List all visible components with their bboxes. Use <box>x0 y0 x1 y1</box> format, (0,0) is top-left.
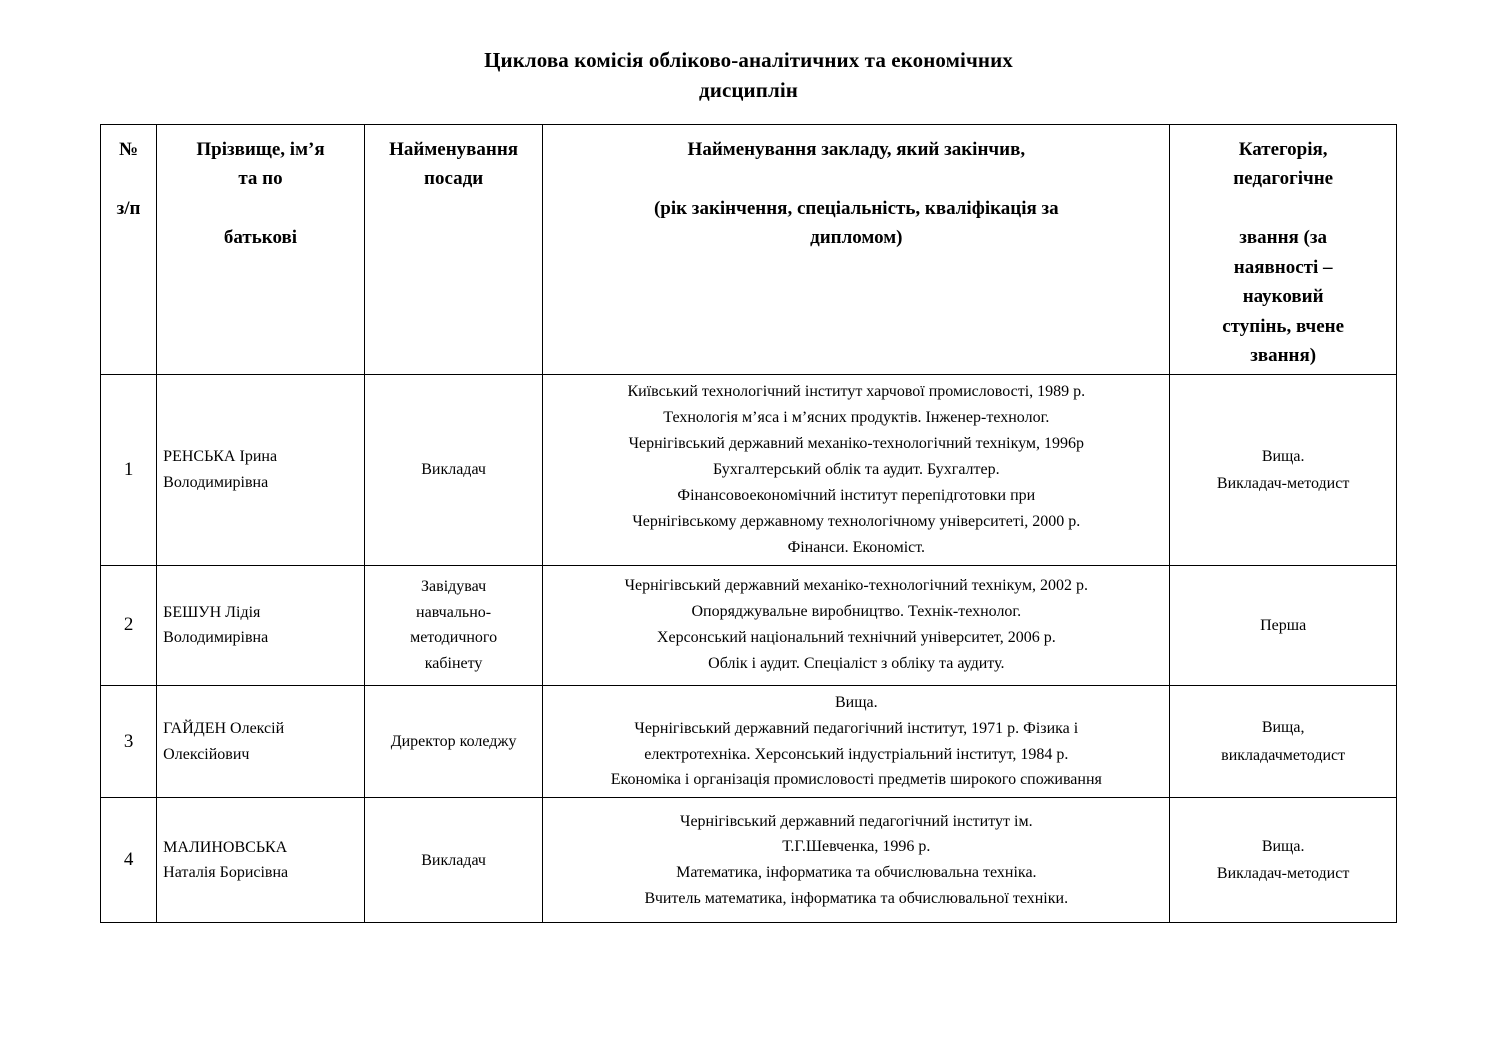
table-body <box>101 375 1397 923</box>
cell-school-line-1: Вища. <box>834 693 878 711</box>
table-row <box>101 565 1397 685</box>
cell-school <box>543 798 1170 923</box>
table-header-row <box>101 124 1397 375</box>
cell-school-line-3: електротехніка. Херсонський індустріальний інститут, 1984 р. <box>644 745 1069 763</box>
cell-school-line-6: Чернігівському державному технологічному університеті, 2000 р. <box>632 512 1081 530</box>
column-header-fullname-line-1: Прізвище, ім’я <box>196 138 325 160</box>
page-title-line-1: Циклова комісія обліково-аналітичних та економічних <box>484 48 1013 72</box>
cell-position-line-4: кабінету <box>424 654 483 672</box>
cell-category-line-2: викладачметодист <box>1221 746 1346 764</box>
cell-school-line-3: Чернігівський державний механіко-технологічний технікум, 1996р <box>628 435 1085 453</box>
cell-number: 1 <box>101 375 157 565</box>
column-header-school <box>543 124 1170 375</box>
cell-school-line-2: Т.Г.Шевченка, 1996 р. <box>782 838 931 856</box>
column-header-category-line-5: науковий <box>1242 286 1324 308</box>
cell-category <box>1170 375 1397 565</box>
cell-category <box>1170 798 1397 923</box>
cell-school-line-2: Чернігівський державний педагогічний інститут, 1971 р. Фізика і <box>634 719 1079 737</box>
cell-fullname-line-1: РЕНСЬКА Ірина <box>163 448 278 466</box>
cell-school-line-1: Чернігівський державний механіко-технологічний технікум, 2002 р. <box>624 577 1089 595</box>
cell-fullname-line-1: БЕШУН Лідія <box>163 603 261 621</box>
cell-category-line-1: Вища. <box>1261 447 1305 465</box>
cell-fullname-line-2: Наталія Борисівна <box>163 864 289 882</box>
column-header-fullname-line-3: батькові <box>223 227 298 249</box>
cell-school <box>543 565 1170 685</box>
cell-fullname <box>157 375 365 565</box>
cell-number: 2 <box>101 565 157 685</box>
cell-school-line-1: Чернігівський державний педагогічний інститут ім. <box>680 812 1033 830</box>
cell-category-line-1: Перша <box>1260 616 1307 634</box>
column-header-category <box>1170 124 1397 375</box>
page-title-line-2: дисциплін <box>699 78 798 103</box>
column-header-category-line-2: педагогічне <box>1233 168 1334 190</box>
cell-position-line-1: Завідувач <box>421 578 487 596</box>
cell-school <box>543 685 1170 798</box>
column-header-fullname <box>157 124 365 375</box>
cell-position: Викладач <box>364 375 543 565</box>
table-row <box>101 798 1397 923</box>
cell-position <box>364 565 543 685</box>
cell-school-line-7: Фінанси. Економіст. <box>787 538 926 556</box>
cell-position: Викладач <box>364 798 543 923</box>
staff-table <box>100 124 1397 923</box>
cell-position: Директор коледжу <box>364 685 543 798</box>
cell-category <box>1170 565 1397 685</box>
table-row <box>101 685 1397 798</box>
cell-category-line-2: Викладач-методист <box>1216 865 1350 883</box>
column-header-number <box>101 124 157 375</box>
column-header-school-line-1: Найменування закладу, який закінчив, <box>687 138 1026 160</box>
cell-number: 3 <box>101 685 157 798</box>
cell-fullname-line-2: Олексійович <box>163 745 250 763</box>
cell-position-line-2: навчально- <box>416 603 492 621</box>
cell-position-line-3: методичного <box>410 629 498 647</box>
column-header-category-line-6: ступінь, вчене <box>1222 315 1345 337</box>
cell-fullname-line-1: МАЛИНОВСЬКА <box>163 838 288 856</box>
cell-school-line-3: Херсонський національний технічний університет, 2006 р. <box>656 629 1056 647</box>
cell-school-line-2: Технологія м’яса і м’ясних продуктів. Інженер-технолог. <box>663 409 1050 427</box>
column-header-fullname-line-2: та по <box>238 168 283 190</box>
column-header-category-line-4: наявності – <box>1233 256 1333 278</box>
page-title <box>100 45 1397 106</box>
cell-school-line-2: Опоряджувальне виробництво. Технік-технолог. <box>691 603 1022 621</box>
cell-school-line-4: Облік і аудит. Спеціаліст з обліку та аудиту. <box>708 655 1005 673</box>
column-header-position-line-1: Найменування <box>389 138 519 160</box>
cell-school-line-4: Економіка і організація промисловості предметів широкого споживання <box>610 771 1102 789</box>
cell-fullname <box>157 685 365 798</box>
cell-school-line-4: Вчитель математика, інформатика та обчислювальної техніки. <box>644 890 1069 908</box>
column-header-school-line-3: дипломом) <box>810 227 903 249</box>
cell-fullname <box>157 565 365 685</box>
table-header <box>101 124 1397 375</box>
cell-category-line-1: Вища. <box>1261 838 1305 856</box>
column-header-category-line-7: звання) <box>1250 344 1317 366</box>
cell-category <box>1170 685 1397 798</box>
column-header-category-line-1: Категорія, <box>1238 138 1328 160</box>
table-row <box>101 375 1397 565</box>
cell-fullname-line-2: Володимирівна <box>163 474 269 492</box>
cell-number: 4 <box>101 798 157 923</box>
cell-fullname <box>157 798 365 923</box>
cell-school-line-4: Бухгалтерський облік та аудит. Бухгалтер. <box>712 461 1000 479</box>
cell-category-line-1: Вища, <box>1261 719 1305 737</box>
column-header-number-line-1: № <box>119 138 139 160</box>
cell-category-line-2: Викладач-методист <box>1216 475 1350 493</box>
column-header-position-line-2: посади <box>424 168 484 190</box>
cell-school-line-5: Фінансовоекономічний інститут перепідготовки при <box>677 487 1036 504</box>
cell-school-line-3: Математика, інформатика та обчислювальна техніка. <box>676 864 1037 882</box>
column-header-number-line-2: з/п <box>116 197 141 219</box>
column-header-school-line-2: (рік закінчення, спеціальність, кваліфікація за <box>653 197 1059 219</box>
cell-fullname-line-2: Володимирівна <box>163 629 269 647</box>
column-header-category-line-3: звання (за <box>1239 227 1328 249</box>
cell-fullname-line-1: ГАЙДЕН Олексій <box>163 719 285 737</box>
column-header-position <box>364 124 543 375</box>
cell-school <box>543 375 1170 565</box>
cell-school-line-1: Київський технологічний інститут харчової промисловості, 1989 р. <box>627 383 1086 401</box>
